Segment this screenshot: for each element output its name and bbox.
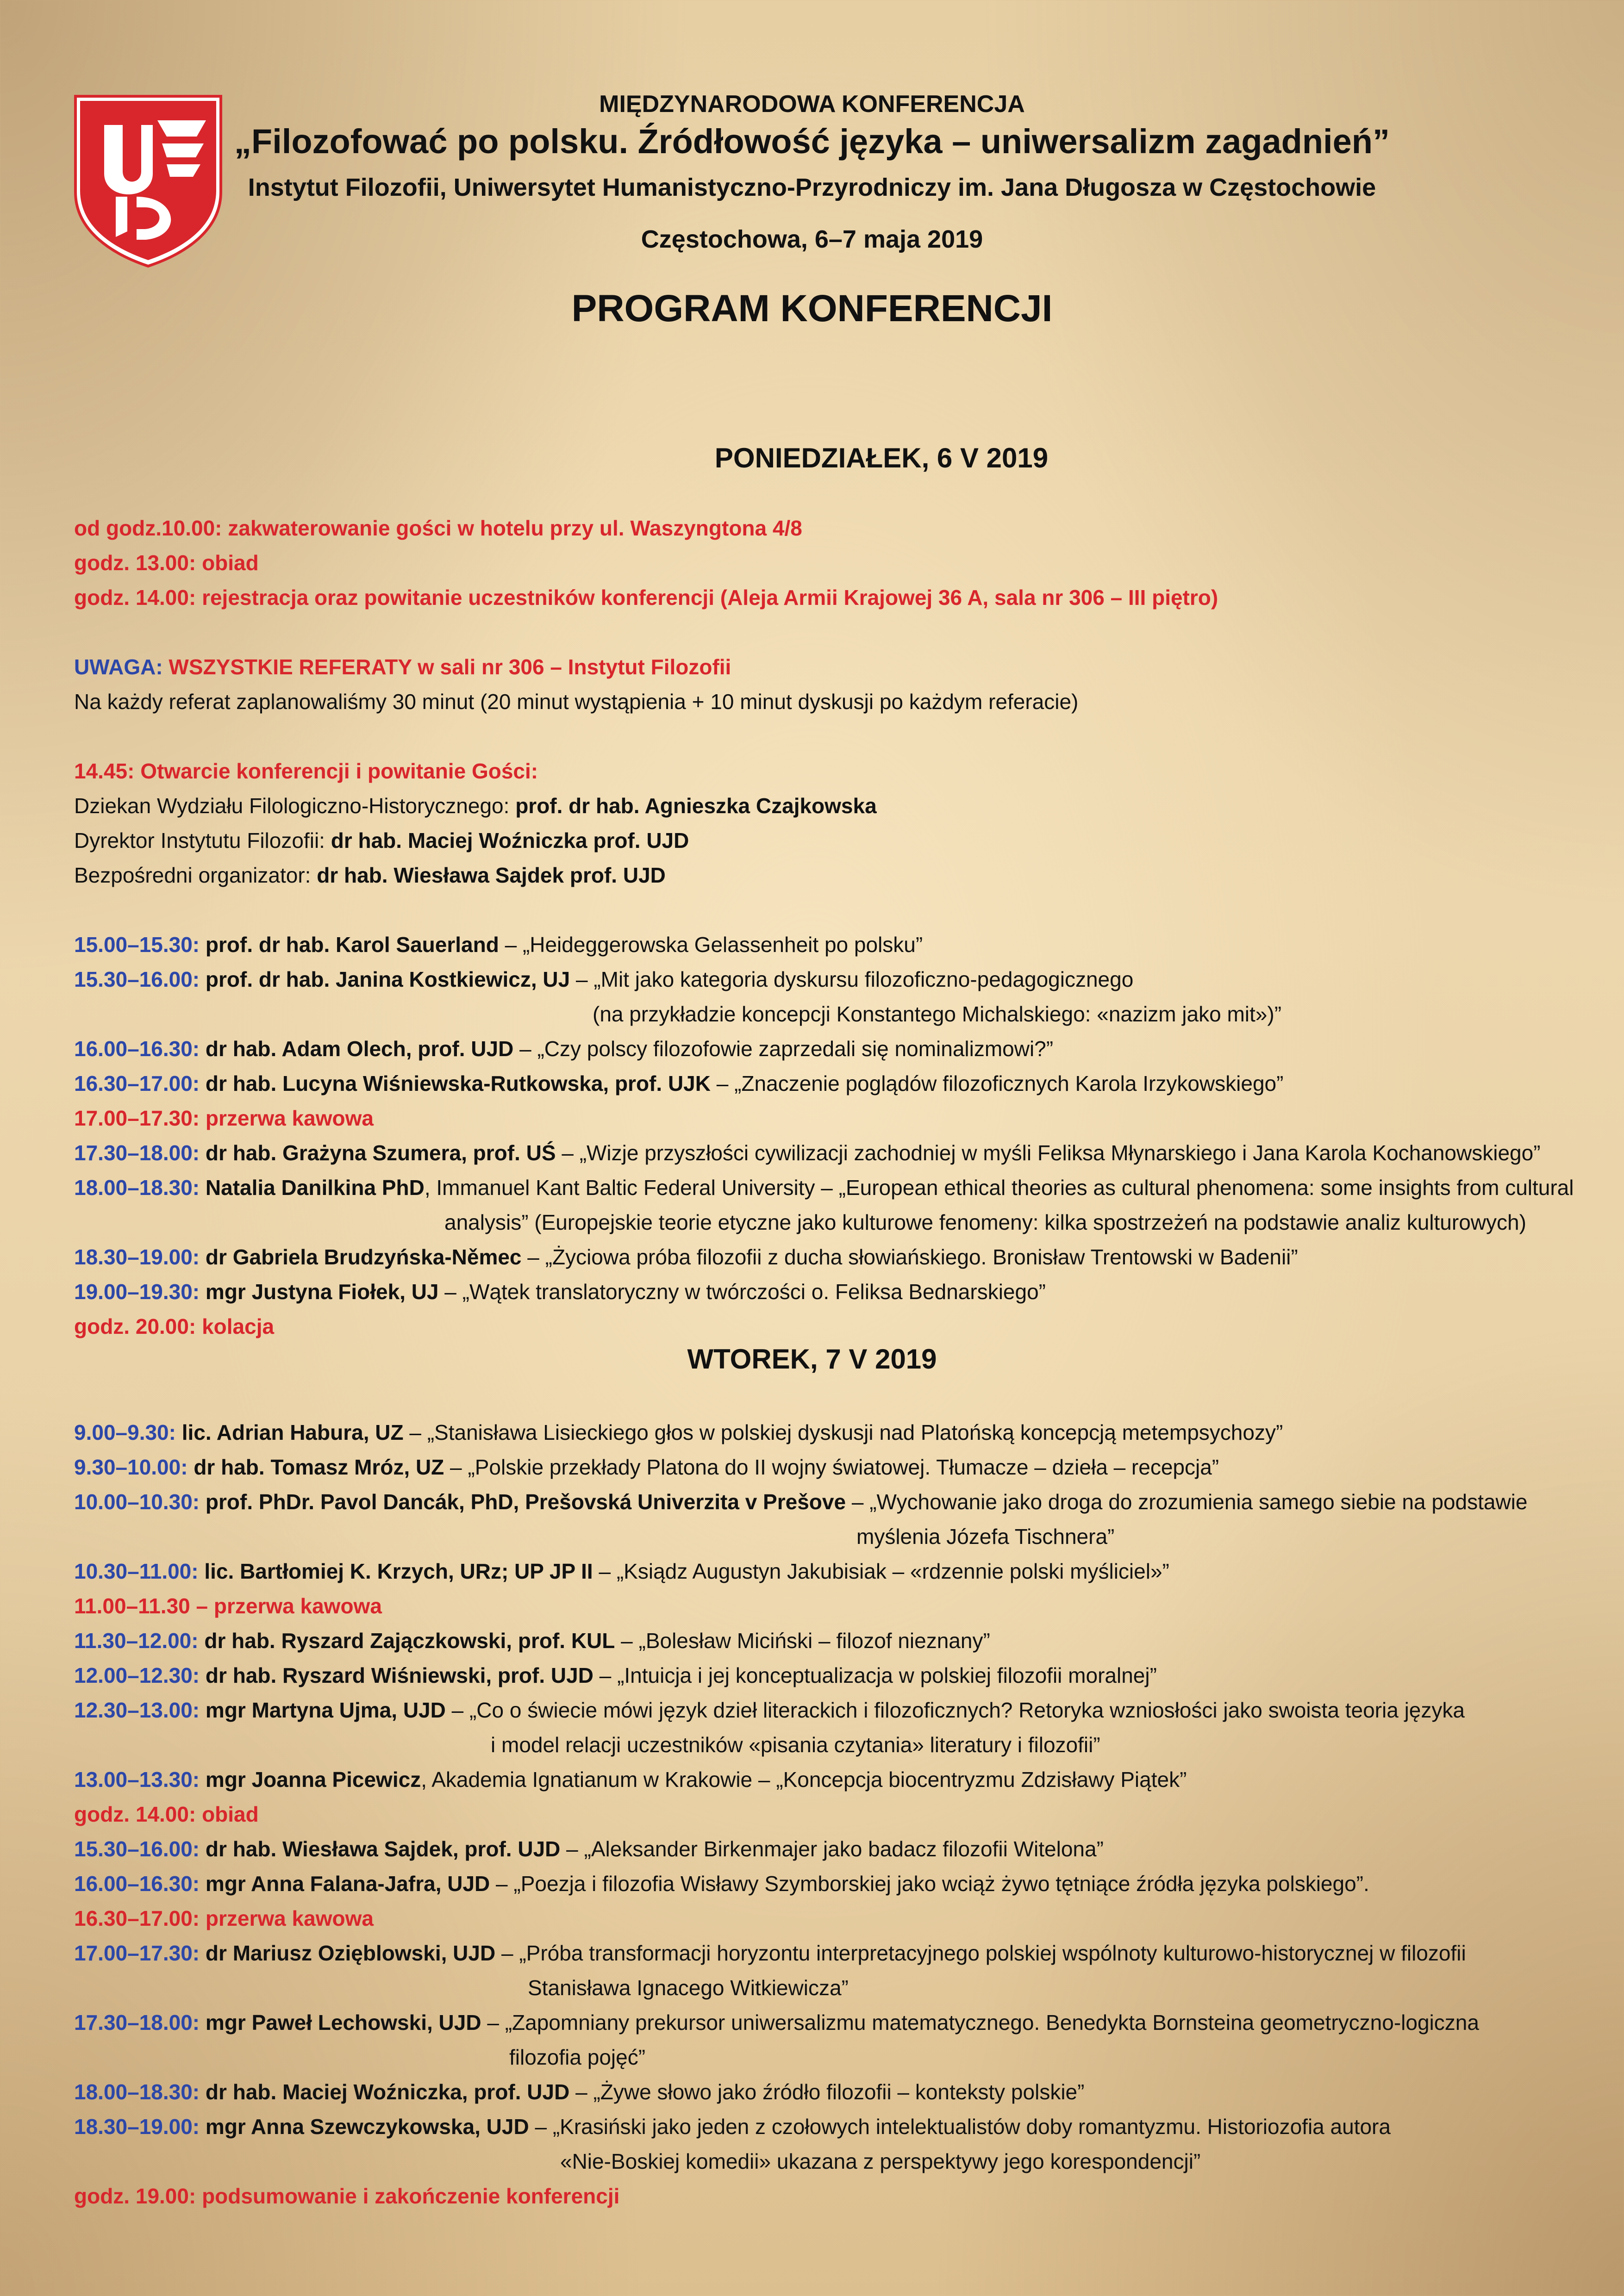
lunch-line: godz. 13.00: obiad <box>74 551 259 575</box>
talk-speaker: dr Gabriela Brudzyńska-Němec <box>200 1245 522 1269</box>
talk-speaker: prof. dr hab. Karol Sauerland <box>200 933 499 957</box>
conference-header <box>0 90 1624 330</box>
talk-title: – „Koncepcja biocentryzmu Zdzisławy Piątek” <box>752 1767 1187 1792</box>
talk-title: – „Aleksander Birkenmajer jako badacz filozofii Witelona” <box>560 1837 1104 1861</box>
talk-speaker: dr hab. Grażyna Szumera, prof. UŚ <box>200 1141 556 1165</box>
talk-title: – „Żywe słowo jako źródło filozofii – konteksty polskie” <box>569 2080 1085 2104</box>
talk-row <box>74 1561 1583 1595</box>
day1-talks <box>74 934 1583 1350</box>
talk-speaker: mgr Anna Szewczykowska, UJD <box>200 2115 529 2139</box>
note-text: WSZYSTKIE REFERATY w sali nr 306 – Instytut Filozofii <box>162 655 731 679</box>
official-role: Dyrektor Instytutu Filozofii: <box>74 828 331 852</box>
spacer <box>74 726 1583 760</box>
talk-time: 17.30–18.00: <box>74 1141 200 1165</box>
talk-row <box>74 1769 1583 1804</box>
break-row: godz. 14.00: obiad <box>74 1802 259 1826</box>
talk-speaker: Natalia Danilkina PhD <box>200 1176 425 1200</box>
talk-time: 18.00–18.30: <box>74 1176 200 1200</box>
official-row <box>74 795 1583 830</box>
spacer <box>74 622 1583 656</box>
talk-time: 15.30–16.00: <box>74 967 200 991</box>
talk-title: – „Co o świecie mówi język dzieł literackich i filozoficznych? Retoryka wzniosłości jako swoista teoria języka <box>445 1698 1465 1722</box>
talk-time: 12.00–12.30: <box>74 1663 200 1687</box>
talk-time: 16.30–17.00: <box>74 1071 200 1095</box>
talk-row <box>74 1491 1583 1526</box>
talk-title: – „Wizje przyszłości cywilizacji zachodniej w myśli Feliksa Młynarskiego i Jana Karola Kochanowskiego” <box>556 1141 1541 1165</box>
official-name: prof. dr hab. Agnieszka Czajkowska <box>515 794 877 818</box>
talk-time: 18.00–18.30: <box>74 2080 200 2104</box>
official-name: dr hab. Wiesława Sajdek prof. UJD <box>317 863 666 887</box>
talk-title: – „Krasiński jako jeden z czołowych intelektualistów doby romantyzmu. Historiozofia autora <box>529 2115 1391 2139</box>
talk-time: 9.00–9.30: <box>74 1420 176 1444</box>
talk-time: 9.30–10.00: <box>74 1455 188 1479</box>
talk-row <box>74 934 1583 969</box>
talk-time: 18.30–19.00: <box>74 2115 200 2139</box>
talk-title: – „Stanisława Lisieckiego głos w polskiej dyskusji nad Platońską koncepcją metempsychozy” <box>403 1420 1283 1444</box>
talk-speaker: lic. Adrian Habura, UZ <box>175 1420 404 1444</box>
conference-title: „Filozofować po polsku. Źródłowość języka – uniwersalizm zagadnień” <box>234 122 1390 161</box>
break-row: 11.00–11.30 – przerwa kawowa <box>74 1594 382 1618</box>
talk-row <box>74 1038 1583 1073</box>
program-heading: PROGRAM KONFERENCJI <box>571 287 1053 330</box>
talk-speaker: dr hab. Adam Olech, prof. UJD <box>200 1037 514 1061</box>
talk-time: 12.30–13.00: <box>74 1698 200 1722</box>
talk-row <box>74 1073 1583 1108</box>
break-row: 17.00–17.30: przerwa kawowa <box>74 1106 374 1130</box>
talk-time: 16.00–16.30: <box>74 1872 200 1896</box>
talk-title: – „Wątek translatoryczny w twórczości o. Feliksa Bednarskiego” <box>438 1280 1046 1304</box>
talk-title: – „Poezja i filozofia Wisławy Szymborskiej jako wciąż żywo tętniące źródła języka polskiego”. <box>490 1872 1369 1896</box>
official-role: Bezpośredni organizator: <box>74 863 317 887</box>
talk-row <box>74 2012 1583 2047</box>
talk-time: 17.30–18.00: <box>74 2010 200 2035</box>
talk-speaker: mgr Joanna Picewicz <box>200 1767 421 1792</box>
official-name: dr hab. Maciej Woźniczka prof. UJD <box>331 828 689 852</box>
official-row <box>74 865 1583 899</box>
day1-heading: PONIEDZIAŁEK, 6 V 2019 <box>714 442 1049 473</box>
talk-title: – „Bolesław Miciński – filozof nieznany” <box>615 1629 990 1653</box>
talk-speaker: mgr Paweł Lechowski, UJD <box>200 2010 481 2035</box>
talk-speaker: mgr Justyna Fiołek, UJ <box>200 1280 439 1304</box>
talk-time: 10.30–11.00: <box>74 1559 199 1583</box>
talk-time: 18.30–19.00: <box>74 1245 200 1269</box>
talk-title: – „Mit jako kategoria dyskursu filozoficzno-pedagogicznego <box>570 967 1134 991</box>
talk-time: 15.00–15.30: <box>74 933 200 957</box>
talk-time: 13.00–13.30: <box>74 1767 200 1792</box>
arrival-line: od godz.10.00: zakwaterowanie gości w hotelu przy ul. Waszyngtona 4/8 <box>74 516 802 540</box>
talk-row <box>74 1630 1583 1665</box>
talk-time: 17.00–17.30: <box>74 1941 200 1965</box>
talk-title-continuation: filozofia pojęć” <box>509 2045 646 2069</box>
note-detail: Na każdy referat zaplanowaliśmy 30 minut (20 minut wystąpienia + 10 minut dyskusji po każdym referacie) <box>74 690 1079 714</box>
break-row: 16.30–17.00: przerwa kawowa <box>74 1906 374 1930</box>
day1-intro <box>74 517 1583 899</box>
note-line <box>74 656 1583 691</box>
talk-row <box>74 1942 1583 1977</box>
talk-speaker: dr hab. Lucyna Wiśniewska-Rutkowska, prof. UJK <box>200 1071 711 1095</box>
talk-speaker: dr hab. Tomasz Mróz, UZ <box>187 1455 444 1479</box>
talk-time: 15.30–16.00: <box>74 1837 200 1861</box>
official-row <box>74 830 1583 865</box>
talk-row <box>74 1177 1583 1212</box>
talk-speaker: dr hab. Ryszard Zajączkowski, prof. KUL <box>198 1629 615 1653</box>
talk-row <box>74 1838 1583 1873</box>
talk-title-continuation: (na przykładzie koncepcji Konstantego Michalskiego: «nazizm jako mit»)” <box>593 1002 1282 1026</box>
talk-title: – „Znaczenie poglądów filozoficznych Karola Irzykowskiego” <box>710 1071 1284 1095</box>
institute-name: Instytut Filozofii, Uniwersytet Humanistyczno-Przyrodniczy im. Jana Długosza w Częstochowie <box>248 174 1376 201</box>
talk-row <box>74 2081 1583 2116</box>
talk-title-continuation: «Nie-Boskiej komedii» ukazana z perspektywy jego korespondencji” <box>560 2149 1201 2173</box>
registration-line: godz. 14.00: rejestracja oraz powitanie uczestników konferencji (Aleja Armii Krajowej 36 A, sala nr 306 – III piętro) <box>74 585 1218 610</box>
talk-speaker: dr hab. Wiesława Sajdek, prof. UJD <box>200 1837 561 1861</box>
talk-speaker: lic. Bartłomiej K. Krzych, URz; UP JP II <box>198 1559 593 1583</box>
break-row: godz. 19.00: podsumowanie i zakończenie konferencji <box>74 2184 620 2208</box>
talk-speaker: dr Mariusz Ozięblowski, UJD <box>200 1941 496 1965</box>
opening-line: 14.45: Otwarcie konferencji i powitanie Gości: <box>74 759 538 783</box>
talk-title: – „Zapomniany prekursor uniwersalizmu matematycznego. Benedykta Bornsteina geometryczno-logiczna <box>481 2010 1479 2035</box>
talk-title-continuation: i model relacji uczestników «pisania czytania» literatury i filozofii” <box>491 1733 1100 1757</box>
talk-row <box>74 1873 1583 1908</box>
talk-time: 19.00–19.30: <box>74 1280 200 1304</box>
talk-title: – „Polskie przekłady Platona do II wojny światowej. Tłumacze – dzieła – recepcja” <box>444 1455 1219 1479</box>
break-row: godz. 20.00: kolacja <box>74 1314 275 1338</box>
talk-row <box>74 1142 1583 1177</box>
talk-row <box>74 1246 1583 1281</box>
talk-title: – „Intuicja i jej konceptualizacja w polskiej filozofii moralnej” <box>593 1663 1157 1687</box>
talk-speaker: dr hab. Maciej Woźniczka, prof. UJD <box>200 2080 570 2104</box>
talk-time: 16.00–16.30: <box>74 1037 200 1061</box>
talk-affiliation: , Immanuel Kant Baltic Federal University <box>424 1176 815 1200</box>
talk-affiliation: , Akademia Ignatianum w Krakowie <box>421 1767 753 1792</box>
talk-title: – „European ethical theories as cultural phenomena: some insights from cultural <box>815 1176 1574 1200</box>
talk-title: – „Wychowanie jako droga do zrozumienia samego siebie na podstawie <box>846 1490 1528 1514</box>
talk-time: 10.00–10.30: <box>74 1490 200 1514</box>
talk-row <box>74 1456 1583 1491</box>
talk-row <box>74 1699 1583 1734</box>
talk-title: – „Heideggerowska Gelassenheit po polsku” <box>499 933 923 957</box>
talk-speaker: mgr Martyna Ujma, UJD <box>200 1698 446 1722</box>
day2-heading: WTOREK, 7 V 2019 <box>687 1344 937 1375</box>
talk-speaker: mgr Anna Falana-Jafra, UJD <box>200 1872 490 1896</box>
conference-type: MIĘDZYNARODOWA KONFERENCJA <box>599 91 1025 118</box>
talk-title: – „Czy polscy filozofowie zaprzedali się nominalizmowi?” <box>513 1037 1054 1061</box>
note-label: UWAGA: <box>74 655 163 679</box>
talk-speaker: dr hab. Ryszard Wiśniewski, prof. UJD <box>200 1663 593 1687</box>
talk-title: – „Próba transformacji horyzontu interpretacyjnego polskiej wspólnoty kulturowo-historycznej w filozofii <box>495 1941 1466 1965</box>
talk-title-continuation: analysis” (Europejskie teorie etyczne jako kulturowe fenomeny: kilka spostrzeżeń na podstawie analiz kulturowych) <box>444 1210 1526 1234</box>
place-and-date: Częstochowa, 6–7 maja 2019 <box>641 225 983 253</box>
talk-row <box>74 2116 1583 2151</box>
talk-speaker: prof. PhDr. Pavol Dancák, PhD, Prešovská Univerzita v Prešove <box>200 1490 846 1514</box>
talk-title-continuation: myślenia Józefa Tischnera” <box>856 1524 1115 1549</box>
day2-talks <box>74 1422 1583 2220</box>
talk-time: 11.30–12.00: <box>74 1629 199 1653</box>
talk-title-continuation: Stanisława Ignacego Witkiewicza” <box>528 1976 849 2000</box>
talk-row <box>74 969 1583 1003</box>
official-role: Dziekan Wydziału Filologiczno-Historycznego: <box>74 794 516 818</box>
talk-title: – „Ksiądz Augustyn Jakubisiak – «rdzennie polski myśliciel»” <box>593 1559 1169 1583</box>
talk-row <box>74 1281 1583 1316</box>
talk-speaker: prof. dr hab. Janina Kostkiewicz, UJ <box>200 967 570 991</box>
talk-row <box>74 1665 1583 1699</box>
talk-row <box>74 1422 1583 1456</box>
talk-title: – „Życiowa próba filozofii z ducha słowiańskiego. Bronisław Trentowski w Badenii” <box>521 1245 1298 1269</box>
